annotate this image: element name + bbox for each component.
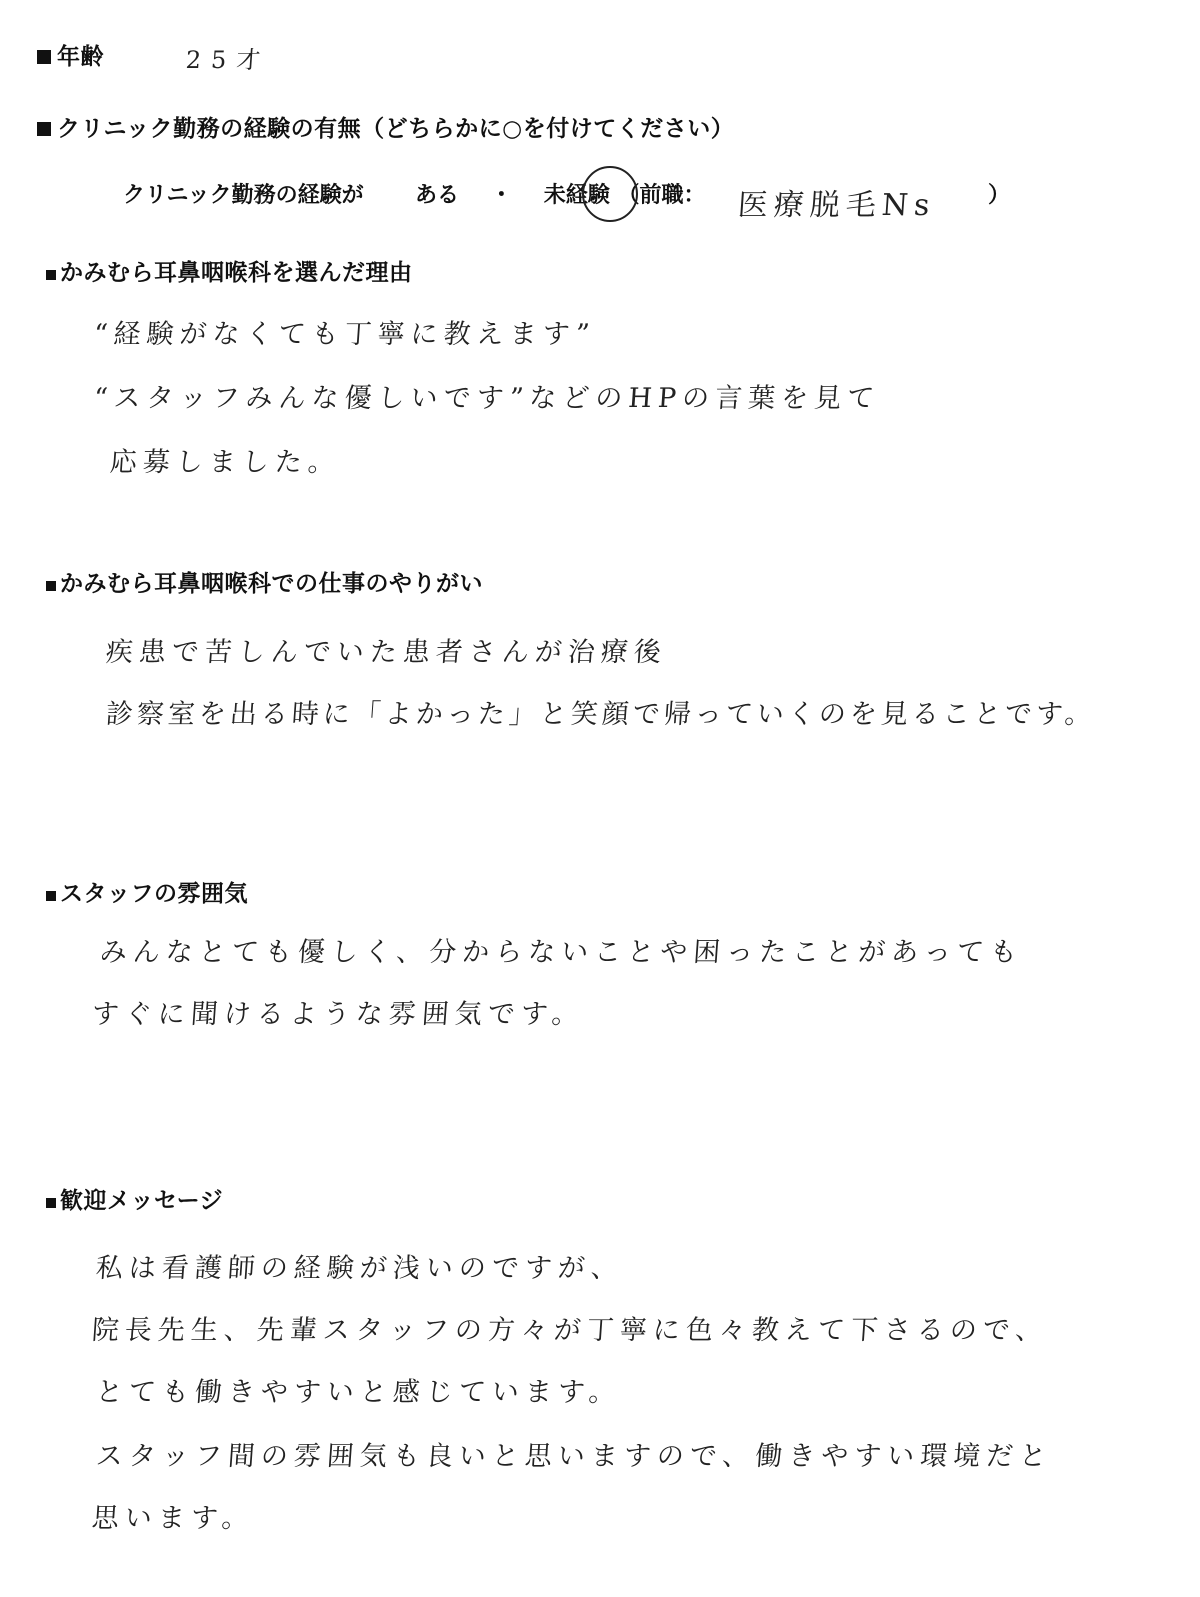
age-label: 年齢: [57, 44, 104, 70]
bullet-square-icon: [46, 270, 56, 280]
age-heading: [37, 38, 104, 71]
previous-job-label: （前職：: [617, 183, 706, 208]
atmosphere-line: みんなとても優しく、分からないことや困ったことがあっても: [98, 937, 1025, 968]
option-yes: ある: [415, 183, 460, 208]
reason-line: “スタッフみんな優しいです”などのHPの言葉を見て: [92, 383, 882, 414]
bullet-square-icon: [46, 581, 56, 591]
option-no-circled-text: 経験: [565, 183, 610, 208]
welcome-heading: [46, 1182, 223, 1215]
previous-job-close: ）: [988, 183, 1011, 208]
previous-job-value: 医療脱毛Ns: [736, 188, 937, 223]
bullet-square-icon: [46, 1198, 56, 1208]
reason-line: “経験がなくても丁寧に教えます”: [92, 319, 597, 350]
atmosphere-heading: [46, 875, 248, 908]
reason-heading-text: かみむら耳鼻咽喉科を選んだ理由: [60, 260, 413, 286]
bullet-square-icon: [37, 50, 51, 64]
rewarding-line: 疾患で苦しんでいた患者さんが治療後: [104, 637, 668, 668]
reason-heading: [46, 254, 413, 287]
rewarding-heading: [46, 565, 483, 598]
welcome-line: 私は看護師の経験が浅いのですが、: [94, 1253, 625, 1284]
rewarding-line: 診察室を出る時に「よかった」と笑顔で帰っていくのを見ることです。: [104, 699, 1097, 730]
welcome-line: 院長先生、先輩スタッフの方々が丁寧に色々教えて下さるので、: [90, 1315, 1050, 1346]
bullet-square-icon: [46, 891, 56, 901]
reason-line: 応募しました。: [108, 447, 342, 478]
atmosphere-heading-text: スタッフの雰囲気: [60, 881, 248, 907]
experience-answer-line: [123, 178, 705, 209]
option-no: [544, 178, 610, 209]
welcome-line: 思います。: [90, 1503, 256, 1534]
experience-heading: [37, 110, 734, 143]
atmosphere-line: すぐに聞けるような雰囲気です。: [90, 999, 586, 1030]
welcome-heading-text: 歓迎メッセージ: [60, 1188, 224, 1214]
age-value: 25才: [184, 46, 272, 74]
rewarding-heading-text: かみむら耳鼻咽喉科での仕事のやりがい: [60, 571, 483, 597]
welcome-line: とても働きやすいと感じています。: [94, 1377, 623, 1408]
circle-mark-icon: [582, 166, 638, 222]
option-separator: ・: [490, 183, 513, 208]
bullet-square-icon: [37, 122, 51, 136]
experience-heading-text: クリニック勤務の経験の有無（どちらかに○を付けてください）: [57, 116, 735, 142]
option-no-prefix: 未: [543, 183, 566, 208]
experience-prefix: クリニック勤務の経験が: [123, 183, 364, 208]
welcome-line: スタッフ間の雰囲気も良いと思いますので、働きやすい環境だと: [94, 1441, 1054, 1472]
